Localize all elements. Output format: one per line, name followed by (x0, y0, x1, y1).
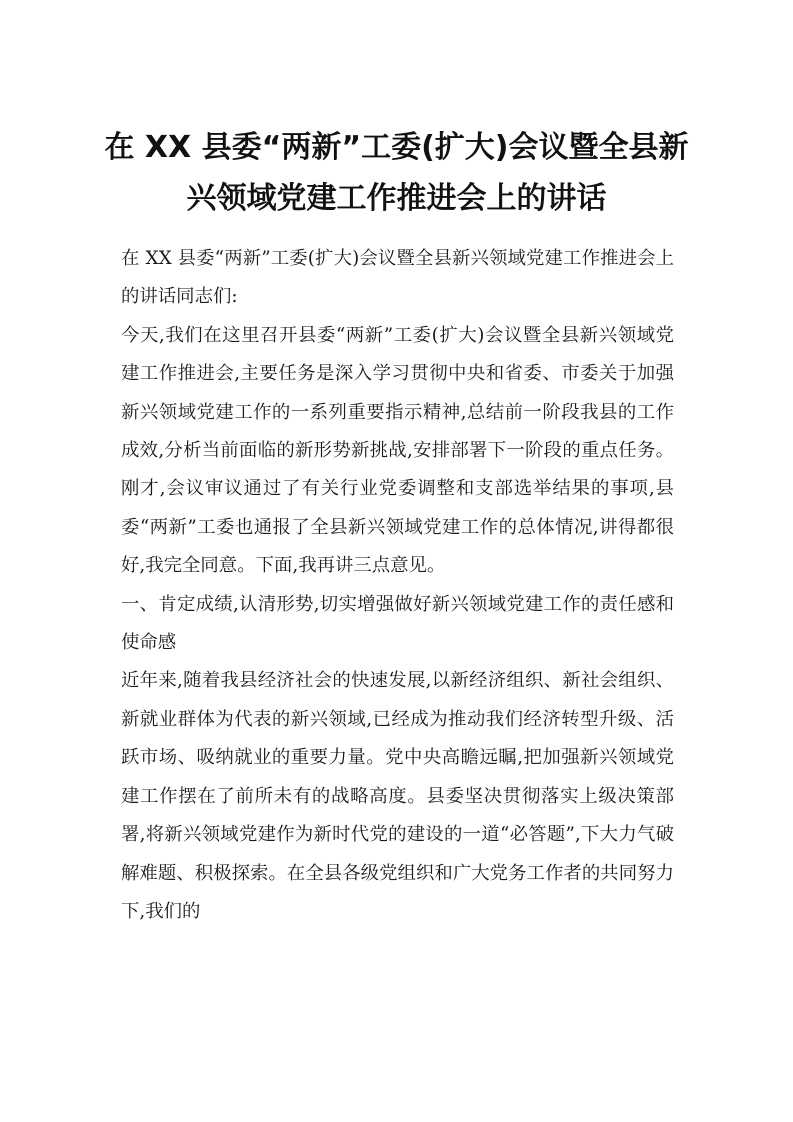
intro-paragraph: 今天,我们在这里召开县委“两新”工委(扩大)会议暨全县新兴领域党建工作推进会,主要任务是深入学习贯彻中央和省委、市委关于加强新兴领域党建工作的一系列重要指示精神,总结前一阶段我县的工作成效,分析当前面临的新形势新挑战,安排部署下一阶段的重点任务。刚才,会议审议通过了有关行业党委调整和支部选举结果的事项,县委“两新”工委也通报了全县新兴领域党建工作的总体情况,讲得都很好,我完全同意。下面,我再讲三点意见。 (121, 324, 674, 577)
greeting-paragraph: 在 XX 县委“两新”工委(扩大)会议暨全县新兴领域党建工作推进会上的讲话同志们: (121, 248, 674, 308)
document-title: 在 XX 县委“两新”工委(扩大)会议暨全县新兴领域党建工作推进会上的讲话 (104, 130, 689, 216)
document-body (121, 240, 674, 931)
section-one-heading: 一、肯定成绩,认清形势,切实增强做好新兴领域党建工作的责任感和使命感 (121, 593, 674, 654)
section-one-paragraph: 近年来,随着我县经济社会的快速发展,以新经济组织、新社会组织、新就业群体为代表的新兴领域,已经成为推动我们经济转型升级、活跃市场、吸纳就业的重要力量。党中央高瞻远瞩,把加强新兴领域党建工作摆在了前所未有的战略高度。县委坚决贯彻落实上级决策部署,将新兴领域党建作为新时代党的建设的一道“必答题”,下大力气破解难题、积极探索。在全县各级党组织和广大党务工作者的共同努力下,我们的 (121, 670, 674, 922)
